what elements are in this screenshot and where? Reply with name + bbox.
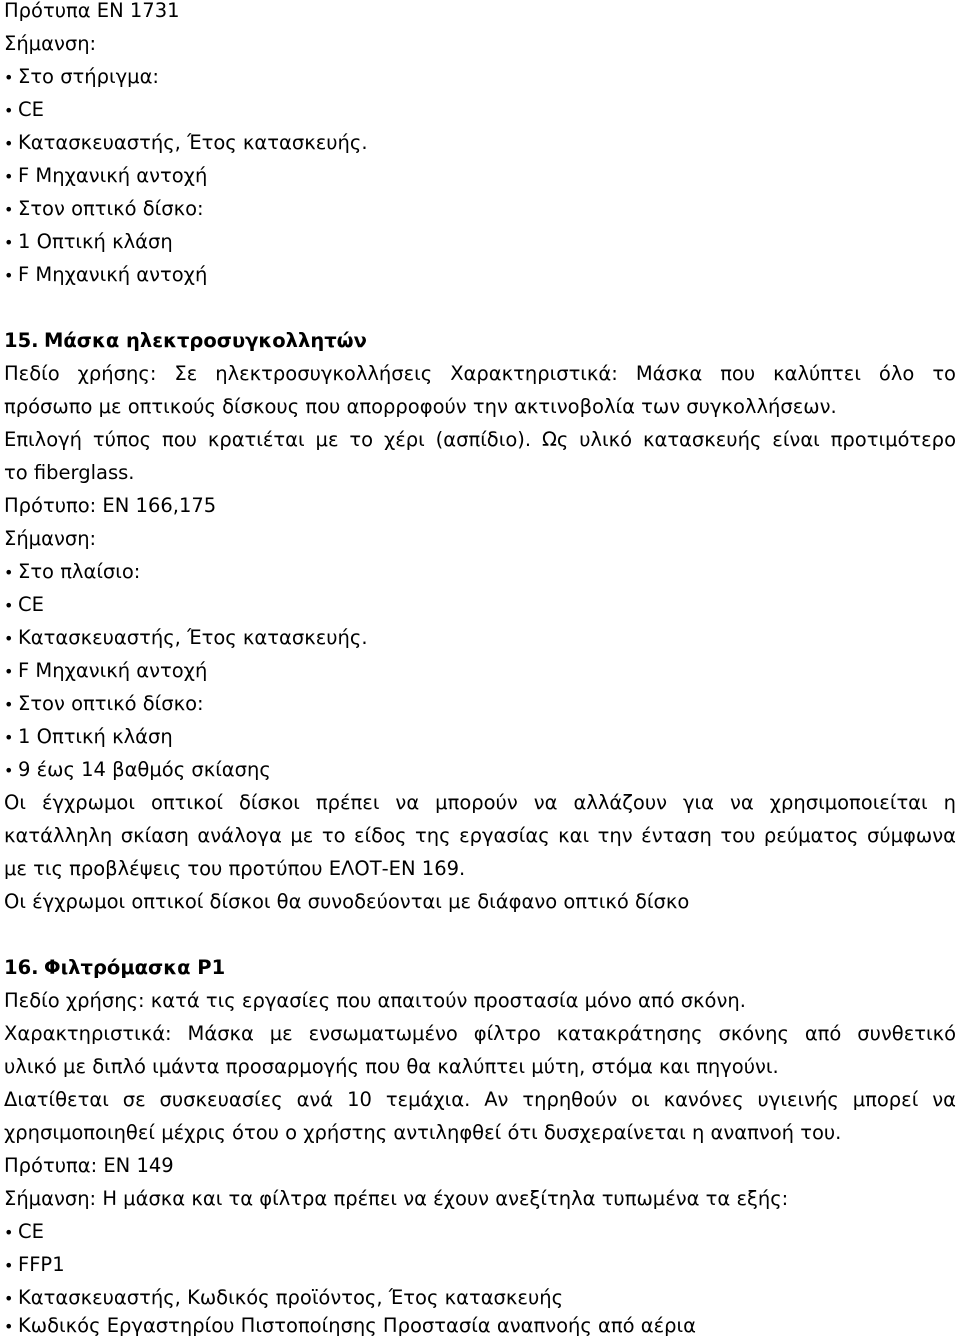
list-item: • CE <box>4 93 956 126</box>
paragraph-line: Πεδίο χρήσης: Σε ηλεκτροσυγκολλήσεις Χαρακτηριστικά: Μάσκα που καλύπτει όλο το <box>4 362 956 385</box>
section-15-heading <box>4 324 956 357</box>
list-item: • Κατασκευαστής, Έτος κατασκευής. <box>4 126 956 159</box>
bullet-icon: • <box>4 134 14 153</box>
paragraph-line: Οι έγχρωμοι οπτικοί δίσκοι πρέπει να μπορούν να αλλάζουν για να χρησιμοποιείται η <box>4 791 956 814</box>
bullet-icon: • <box>4 101 14 120</box>
list-item: • Κατασκευαστής, Κωδικός προϊόντος, Έτος κατασκευής <box>4 1281 956 1314</box>
bullet-icon: • <box>4 695 14 714</box>
bullet-icon: • <box>4 662 14 681</box>
standard-line: Πρότυπο: EN 166,175 <box>4 494 217 517</box>
bullet-icon: • <box>4 266 14 285</box>
paragraph-line: το fiberglass. <box>4 461 135 484</box>
paragraph-line: χρησιμοποιηθεί μέχρις ότου ο χρήστης αντιληφθεί ότι δυσχεραίνεται η αναπνοή του. <box>4 1121 842 1144</box>
marking-line: Σήμανση: Η μάσκα και τα φίλτρα πρέπει να έχουν ανεξίτηλα τυπωμένα τα εξής: <box>4 1187 789 1210</box>
list-item: • 9 έως 14 βαθμός σκίασης <box>4 753 956 786</box>
paragraph-line: Διατίθεται σε συσκευασίες ανά 10 τεμάχια. Αν τηρηθούν οι κανόνες υγιεινής μπορεί να <box>4 1088 956 1111</box>
bullet-icon: • <box>4 596 14 615</box>
bullet-icon: • <box>4 167 14 186</box>
bullet-icon: • <box>4 1317 14 1336</box>
list-item: • F Μηχανική αντοχή <box>4 258 956 291</box>
bullet-icon: • <box>4 629 14 648</box>
list-item: • F Μηχανική αντοχή <box>4 159 956 192</box>
list-item: • FFP1 <box>4 1248 956 1281</box>
paragraph-line: Επιλογή τύπος που κρατιέται με το χέρι (ασπίδιο). Ως υλικό κατασκευής είναι προτιμότερο <box>4 428 956 451</box>
paragraph-line: κατάλληλη σκίαση ανάλογα με το είδος της εργασίας και την ένταση του ρεύματος σύμφωνα <box>4 824 956 847</box>
bullet-icon: • <box>4 728 14 747</box>
bullet-icon: • <box>4 233 14 252</box>
paragraph-line: με τις προβλέψεις του προτύπου ΕΛΟΤ-EN 169. <box>4 857 466 880</box>
bullet-icon: • <box>4 200 14 219</box>
list-item: • Στον οπτικό δίσκο: <box>4 687 956 720</box>
bullet-icon: • <box>4 1223 14 1242</box>
bullet-icon: • <box>4 1289 14 1308</box>
section-16-heading <box>4 951 956 984</box>
bullet-icon: • <box>4 68 14 87</box>
standard-line: Πρότυπα EN 1731 <box>4 0 180 22</box>
bullet-icon: • <box>4 761 14 780</box>
list-item: • Κωδικός Εργαστηρίου Πιστοποίησης Προστασία αναπνοής από αέρια <box>4 1309 956 1342</box>
paragraph-line: Οι έγχρωμοι οπτικοί δίσκοι θα συνοδεύονται με διάφανο οπτικό δίσκο <box>4 890 690 913</box>
paragraph-line: υλικό με διπλό ιμάντα προσαρμογής που θα καλύπτει μύτη, στόμα και πηγούνι. <box>4 1055 779 1078</box>
list-item: • Στο στήριγμα: <box>4 60 956 93</box>
list-item: • Στον οπτικό δίσκο: <box>4 192 956 225</box>
paragraph-line: Χαρακτηριστικά: Μάσκα με ενσωματωμένο φίλτρο κατακράτησης σκόνης από συνθετικό <box>4 1022 956 1045</box>
paragraph-line: πρόσωπο με οπτικούς δίσκους που απορροφούν την ακτινοβολία των συγκολλήσεων. <box>4 395 837 418</box>
list-item: • Κατασκευαστής, Έτος κατασκευής. <box>4 621 956 654</box>
section-title: Μάσκα ηλεκτροσυγκολλητών <box>44 329 367 352</box>
list-item: • CE <box>4 588 956 621</box>
bullet-icon: • <box>4 563 14 582</box>
list-item: • CE <box>4 1215 956 1248</box>
marking-label: Σήμανση: <box>4 32 97 55</box>
list-item: • Στο πλαίσιο: <box>4 555 956 588</box>
marking-label: Σήμανση: <box>4 527 97 550</box>
section-title: Φιλτρόμασκα P1 <box>44 956 226 979</box>
standard-line: Πρότυπα: EN 149 <box>4 1154 174 1177</box>
list-item: • F Μηχανική αντοχή <box>4 654 956 687</box>
paragraph-line: Πεδίο χρήσης: κατά τις εργασίες που απαιτούν προστασία μόνο από σκόνη. <box>4 989 746 1012</box>
list-item: • 1 Οπτική κλάση <box>4 225 956 258</box>
bullet-icon: • <box>4 1256 14 1275</box>
section-number: 15. <box>4 329 39 352</box>
list-item: • 1 Οπτική κλάση <box>4 720 956 753</box>
section-number: 16. <box>4 956 39 979</box>
